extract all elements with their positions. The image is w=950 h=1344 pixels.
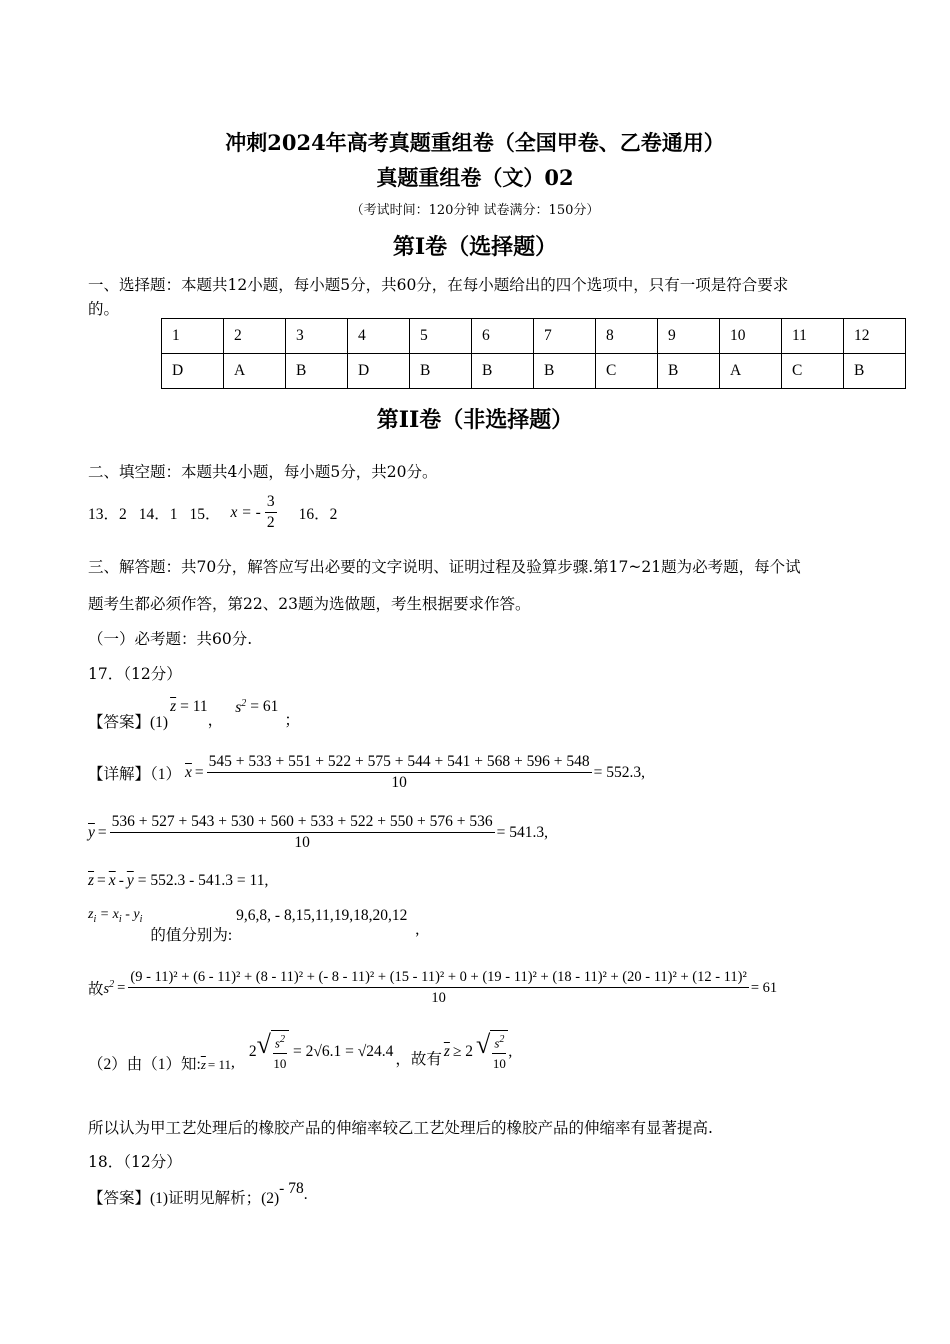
fraction-denominator: 10 bbox=[391, 774, 407, 791]
q17-xbar-line bbox=[88, 753, 645, 793]
zi-text: 的值分别为: bbox=[150, 927, 233, 944]
s-squared-symbol: $s^2$ bbox=[235, 698, 247, 717]
minus-sign: - bbox=[118, 872, 124, 889]
answer-table-cell: D bbox=[162, 354, 224, 389]
radical-icon: √ bbox=[256, 1030, 271, 1059]
part1-heading: 第I卷（选择题） bbox=[392, 234, 558, 260]
x-bar-symbol: $\overline{x}$ bbox=[108, 872, 116, 889]
mc-instruction-line2: 的。 bbox=[88, 300, 120, 318]
answer-table-cell: C bbox=[782, 354, 844, 389]
coefficient-two: 2 bbox=[248, 1043, 257, 1061]
q17-s2-line bbox=[88, 968, 777, 1008]
answer-q13: 13．2 bbox=[88, 506, 127, 523]
answer-table-cell: 3 bbox=[286, 319, 348, 354]
q17-conclusion: 所以认为甲工艺处理后的橡胶产品的伸缩率较乙工艺处理后的橡胶产品的伸缩率有显著提高. bbox=[88, 1119, 713, 1137]
exam-info: （考试时间：120分钟 试卷满分：150分） bbox=[350, 203, 600, 218]
fraction-numerator: 536 + 527 + 543 + 530 + 560 + 533 + 522 + 550 + 576 + 536 bbox=[110, 813, 495, 833]
answer-table-cell: B bbox=[286, 354, 348, 389]
q18-answer-end: . bbox=[303, 1186, 308, 1203]
q17-answer-s2: = 61 bbox=[250, 698, 279, 715]
q18-label: 18．（12分） bbox=[88, 1153, 182, 1171]
answer-table-cell: D bbox=[348, 354, 410, 389]
ybar-fraction bbox=[110, 813, 495, 853]
fraction-numerator: 545 + 533 + 551 + 522 + 575 + 544 + 541 + 568 + 596 + 548 bbox=[207, 753, 592, 773]
answer-table-cell: 11 bbox=[782, 319, 844, 354]
q18-answer-text: 【答案】(1)证明见解析；(2) bbox=[88, 1190, 280, 1207]
zbar-expression: = 552.3 - 541.3 = 11 bbox=[137, 872, 265, 889]
q17-label: 17．（12分） bbox=[88, 665, 182, 683]
comma: , bbox=[544, 824, 548, 841]
zi-values: 9,6,8, - 8,15,11,19,18,20,12 bbox=[236, 907, 408, 924]
q18-answer-value: - 78 bbox=[279, 1180, 304, 1197]
answer-table-cell: B bbox=[410, 354, 472, 389]
solve-instruction-line2: 题考生都必须作答，第22、23题为选做题，考生根据要求作答。 bbox=[88, 595, 531, 613]
q17-answer-label: 【答案】(1) bbox=[88, 714, 169, 731]
sqrt-s2-over-10 bbox=[257, 1030, 289, 1074]
comma: , bbox=[264, 872, 269, 889]
fraction-denominator: 10 bbox=[294, 834, 310, 851]
equals-sign: = bbox=[97, 824, 107, 841]
q17-answer bbox=[88, 698, 300, 732]
x-bar-symbol: $\overline{x}$ bbox=[185, 764, 192, 781]
answer-table-cell: 1 bbox=[162, 319, 224, 354]
answer-table-cell: 9 bbox=[658, 319, 720, 354]
sqrt-s2-over-10 bbox=[476, 1030, 508, 1074]
answer-q15-fraction bbox=[265, 493, 277, 533]
page-subtitle: 真题重组卷（文）02 bbox=[376, 165, 574, 190]
comma: , bbox=[508, 1043, 513, 1061]
q17-ybar-line bbox=[88, 813, 548, 853]
radical-icon: √ bbox=[476, 1030, 491, 1059]
required-heading: （一）必考题：共60分. bbox=[88, 630, 253, 648]
fraction-numerator: (9 - 11)² + (6 - 11)² + (8 - 11)² + (- 8 - 11)² + (15 - 11)² + 0 + (19 - 11)² + (18 - 11)² + (20 - 11)² + (12 - 11)² bbox=[128, 968, 748, 988]
part2-z: = 11 bbox=[207, 1057, 231, 1073]
answer-table-cell: 6 bbox=[472, 319, 534, 354]
q17-part2-line bbox=[88, 1030, 512, 1074]
fraction-numerator: 3 bbox=[265, 493, 277, 513]
s2-over-10-fraction bbox=[492, 1031, 506, 1074]
fraction-numerator: $s^2$ bbox=[492, 1031, 506, 1054]
answer-table-cell: 4 bbox=[348, 319, 410, 354]
z-bar-symbol: $\overline{z}$ bbox=[200, 1057, 206, 1073]
answer-table-cell: 12 bbox=[844, 319, 906, 354]
equals-sign: = bbox=[97, 872, 106, 889]
ybar-result: = 541.3 bbox=[496, 824, 545, 841]
fill-instruction: 二、填空题：本题共4小题，每小题5分，共20分。 bbox=[88, 463, 438, 481]
q17-detail-label: 【详解】（1） bbox=[88, 766, 182, 783]
geq-sign: ≥ 2 bbox=[452, 1043, 474, 1061]
q17-answer-z: = 11 bbox=[180, 698, 208, 715]
s2-fraction bbox=[128, 968, 748, 1008]
q17-zbar-line bbox=[88, 872, 268, 890]
answer-table-cell: B bbox=[658, 354, 720, 389]
page-title: 冲刺2024年高考真题重组卷（全国甲卷、乙卷通用） bbox=[225, 130, 725, 155]
answer-q14: 14．1 bbox=[138, 506, 178, 523]
answer-table-cell: A bbox=[720, 354, 782, 389]
part2-heading: 第II卷（非选择题） bbox=[376, 407, 574, 433]
z-bar-symbol: $\overline{z}$ bbox=[170, 698, 177, 715]
answer-table-cell: A bbox=[224, 354, 286, 389]
answer-table-cell: B bbox=[534, 354, 596, 389]
fraction-denominator: 10 bbox=[273, 1056, 287, 1072]
solve-instruction-line1: 三、解答题：共70分，解答应写出必要的文字说明、证明过程及验算步骤.第17~21题为必考题，每个试 bbox=[88, 558, 801, 576]
answer-table-numbers-row bbox=[162, 319, 906, 354]
answer-table-cell: 7 bbox=[534, 319, 596, 354]
answer-table bbox=[161, 318, 906, 389]
q17-answer-sep: ， bbox=[207, 712, 224, 729]
part2-mid: ，故有 bbox=[395, 1051, 442, 1069]
answer-q15-lhs: x = - bbox=[230, 504, 261, 521]
s2-prefix: 故 bbox=[88, 981, 104, 998]
answer-table-cell: B bbox=[472, 354, 534, 389]
q18-answer bbox=[88, 1180, 308, 1208]
y-bar-symbol: $\overline{y}$ bbox=[88, 824, 95, 841]
xbar-fraction bbox=[207, 753, 592, 793]
answer-table-answers-row bbox=[162, 354, 906, 389]
fill-answers bbox=[88, 493, 337, 533]
equals-sign: = bbox=[117, 979, 126, 996]
s2-over-10-fraction bbox=[273, 1031, 287, 1074]
q17-answer-end: ； bbox=[284, 712, 300, 729]
fraction-denominator: 10 bbox=[492, 1056, 506, 1072]
z-bar-symbol: $\overline{z}$ bbox=[88, 872, 95, 889]
answer-table-cell: B bbox=[844, 354, 906, 389]
zi-formula: $z_i = x_i - y_i$ bbox=[88, 907, 143, 925]
answer-table-cell: 2 bbox=[224, 319, 286, 354]
s-squared-symbol: $s^2$ bbox=[103, 978, 115, 997]
answer-table-cell: 5 bbox=[410, 319, 472, 354]
fraction-denominator: 2 bbox=[266, 514, 275, 531]
z-bar-symbol: $\overline{z}$ bbox=[443, 1043, 450, 1061]
answer-table-cell: 8 bbox=[596, 319, 658, 354]
mc-instruction-line1: 一、选择题：本题共12小题，每小题5分，共60分，在每小题给出的四个选项中，只有一项是符合要求 bbox=[88, 276, 789, 294]
fraction-denominator: 10 bbox=[431, 990, 446, 1006]
part2-expression: = 2√6.1 = √24.4 bbox=[292, 1043, 394, 1061]
fraction-numerator: $s^2$ bbox=[273, 1031, 287, 1054]
xbar-result: = 552.3 bbox=[593, 764, 642, 781]
answer-q16: 16．2 bbox=[298, 506, 338, 523]
answer-table-cell: C bbox=[596, 354, 658, 389]
comma: , bbox=[415, 921, 420, 938]
answer-table-cell: 10 bbox=[720, 319, 782, 354]
comma: , bbox=[641, 764, 645, 781]
y-bar-symbol: $\overline{y}$ bbox=[126, 872, 134, 889]
comma: , bbox=[230, 1054, 235, 1072]
equals-sign: = bbox=[194, 764, 204, 781]
q17-zi-line bbox=[88, 907, 419, 945]
s2-result: = 61 bbox=[750, 979, 778, 996]
part2-label: （2）由（1）知: bbox=[88, 1056, 201, 1074]
answer-q15-label: 15． bbox=[189, 506, 221, 523]
